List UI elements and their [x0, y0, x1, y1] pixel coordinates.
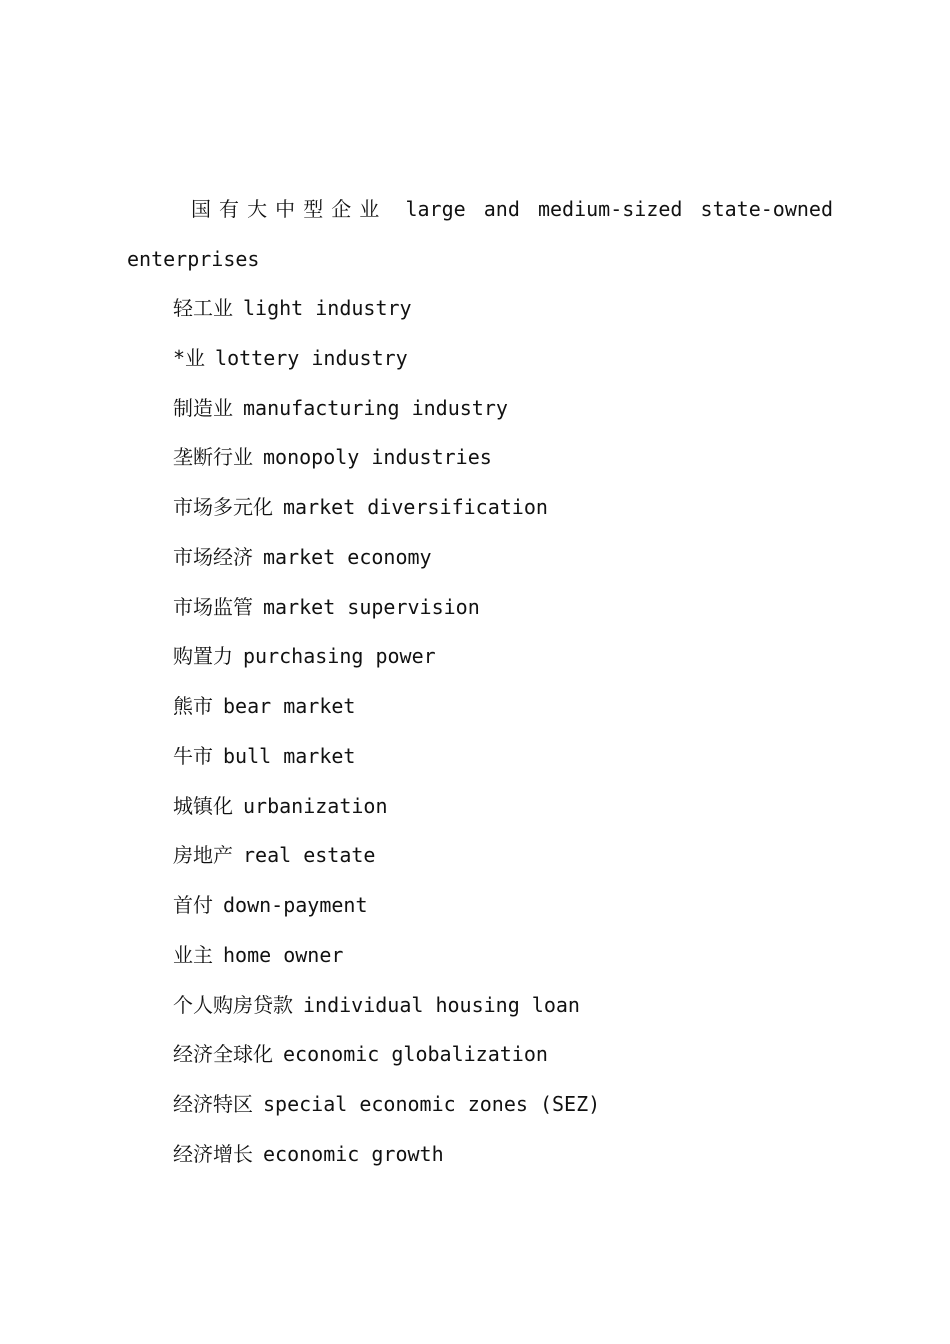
- glossary-entry: [127, 433, 833, 483]
- glossary-entry: [127, 682, 833, 732]
- chinese-term: 首付: [173, 893, 213, 917]
- glossary-entry: [127, 1030, 833, 1080]
- chinese-term: 牛市: [173, 743, 213, 768]
- english-term: down-payment: [223, 893, 368, 917]
- chinese-term: 熊市: [173, 694, 213, 718]
- glossary-entry: [127, 931, 833, 981]
- chinese-term: 市场经济: [173, 544, 253, 569]
- english-term: purchasing power: [243, 644, 436, 669]
- english-term: manufacturing industry: [243, 395, 508, 420]
- chinese-term: 制造业: [173, 395, 233, 420]
- english-term: economic globalization: [283, 1042, 548, 1067]
- glossary-entry: [127, 632, 833, 682]
- glossary-entry: [127, 1080, 833, 1130]
- glossary-entry: [127, 732, 833, 782]
- english-term: market supervision: [263, 594, 480, 619]
- chinese-term: 经济增长: [173, 1141, 253, 1166]
- english-term: market diversification: [283, 495, 548, 519]
- english-term: bear market: [223, 694, 356, 718]
- chinese-term: 城镇化: [173, 793, 233, 818]
- glossary-entry: [127, 334, 833, 384]
- glossary-entry: [127, 583, 833, 633]
- glossary-entry: [127, 483, 833, 533]
- glossary-list: [127, 184, 833, 1180]
- chinese-term: 垄断行业: [173, 445, 253, 470]
- english-term: individual housing loan: [303, 992, 580, 1017]
- chinese-term: 轻工业: [173, 296, 233, 320]
- chinese-term: 经济全球化: [173, 1042, 273, 1067]
- english-term: special economic zones (SEZ): [263, 1092, 601, 1116]
- english-term: home owner: [223, 942, 344, 967]
- chinese-term: 业主: [173, 942, 213, 967]
- glossary-entry: [127, 782, 833, 832]
- chinese-term: 房地产: [173, 843, 233, 868]
- english-term: bull market: [223, 743, 356, 768]
- glossary-entry: [127, 533, 833, 583]
- chinese-term: 个人购房贷款: [173, 992, 293, 1017]
- english-term: market economy: [263, 544, 432, 569]
- glossary-entry: [127, 981, 833, 1031]
- glossary-entry-state-owned-enterprises: [127, 184, 833, 284]
- chinese-term: 购置力: [173, 644, 233, 669]
- english-term: urbanization: [243, 793, 388, 818]
- glossary-entry: [127, 1130, 833, 1180]
- english-term: economic growth: [263, 1141, 444, 1166]
- glossary-entry: [127, 831, 833, 881]
- glossary-entry: [127, 384, 833, 434]
- english-term: lottery industry: [215, 345, 408, 370]
- english-term: monopoly industries: [263, 445, 492, 470]
- chinese-term: 市场多元化: [173, 495, 273, 519]
- glossary-entry: [127, 284, 833, 334]
- chinese-term: *业: [173, 345, 206, 370]
- chinese-term: 经济特区: [173, 1092, 253, 1116]
- english-term: real estate: [243, 843, 376, 868]
- chinese-term: 市场监管: [173, 594, 253, 619]
- glossary-entry: [127, 881, 833, 931]
- chinese-term: 国有大中型企业: [191, 197, 388, 221]
- english-term: light industry: [243, 296, 412, 320]
- english-term: large and medium-sized state-owned enterprises: [127, 197, 833, 271]
